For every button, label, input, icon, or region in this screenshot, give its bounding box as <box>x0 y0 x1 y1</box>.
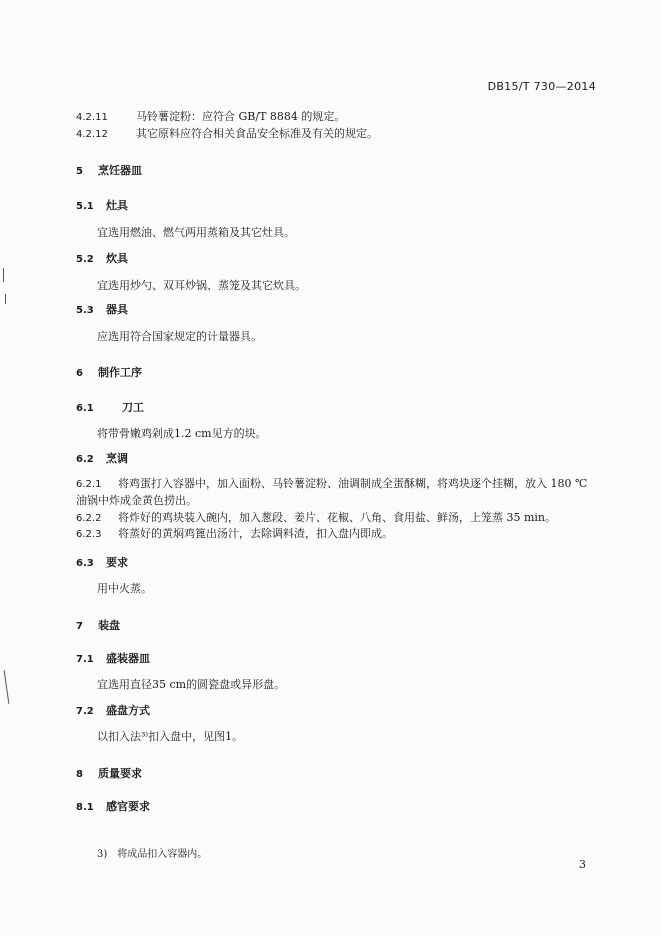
paragraph-text: 用中火蒸。 <box>97 582 152 595</box>
clause-6-2-2 <box>76 511 556 526</box>
clause-text: 其它原料应符合相关食品安全标准及有关的规定。 <box>136 127 378 140</box>
paragraph <box>97 330 262 344</box>
paragraph <box>97 427 267 441</box>
section-number: 5.1 <box>76 201 94 212</box>
section-title: 装盘 <box>98 619 120 632</box>
section-title: 质量要求 <box>98 767 142 780</box>
section-title: 感官要求 <box>106 800 150 813</box>
clause-6-2-3 <box>76 527 393 542</box>
section-number: 8.1 <box>76 802 94 813</box>
clause-number: 6.2.2 <box>76 513 102 524</box>
section-title: 烹调 <box>106 452 128 465</box>
section-number: 6 <box>76 368 83 379</box>
section-title: 盛盘方式 <box>106 704 150 717</box>
subsection-7-1-heading <box>76 652 150 667</box>
section-title: 器具 <box>106 303 128 316</box>
section-5-heading <box>76 164 142 179</box>
clause-6-2-1-continued <box>76 494 197 508</box>
clause-text: 将炸好的鸡块装入碗内，加入葱段、姜片、花椒、八角、食用盐、鲜汤，上笼蒸 35 min。 <box>118 511 557 524</box>
section-number: 6.2 <box>76 454 94 465</box>
subsection-5-3-heading <box>76 303 128 318</box>
section-number: 6.3 <box>76 558 94 569</box>
section-8-heading <box>76 767 142 782</box>
section-number: 7.1 <box>76 654 94 665</box>
paragraph-text: 将带骨嫩鸡剁成1.2 cm见方的块。 <box>97 427 267 440</box>
paragraph <box>97 279 306 293</box>
subsection-5-1-heading <box>76 199 128 214</box>
subsection-5-2-heading <box>76 252 128 267</box>
section-7-heading <box>76 619 120 634</box>
section-number: 7 <box>76 621 83 632</box>
section-6-heading <box>76 366 142 381</box>
paragraph-text: 应选用符合国家规定的计量器具。 <box>97 330 262 343</box>
clause-number: 6.2.3 <box>76 529 102 540</box>
subsection-6-3-heading <box>76 556 128 571</box>
clause-text: 油锅中炸成金黄色捞出。 <box>76 494 197 507</box>
clause-number: 4.2.12 <box>76 129 108 140</box>
section-title: 要求 <box>106 556 128 569</box>
paragraph <box>97 582 152 596</box>
document-code: DB15/T 730—2014 <box>487 80 596 93</box>
footnote: 3) 将成品扣入容器内。 <box>97 849 208 860</box>
section-number: 8 <box>76 769 83 780</box>
paragraph-text: 宜选用直径35 cm的圆瓷盘或异形盘。 <box>97 678 286 691</box>
section-number: 5.2 <box>76 254 94 265</box>
paragraph <box>97 678 285 692</box>
clause-text: 将蒸好的黄焖鸡篦出汤汁，去除调料渣，扣入盘内即成。 <box>118 527 393 540</box>
subsection-6-2-heading <box>76 452 128 467</box>
paragraph <box>97 730 243 744</box>
clause-6-2-1 <box>76 477 587 492</box>
paragraph <box>97 226 295 240</box>
clause-text: 马铃薯淀粉：应符合 GB/T 8884 的规定。 <box>136 110 346 123</box>
clause-text: 将鸡蛋打入容器中，加入面粉、马铃薯淀粉、油调制成全蛋酥糊，将鸡块逐个挂糊，放入 180 ℃ <box>118 477 588 490</box>
subsection-8-1-heading <box>76 800 150 815</box>
section-title: 灶具 <box>106 199 128 212</box>
section-number: 5 <box>76 166 83 177</box>
clause-number: 6.2.1 <box>76 479 102 490</box>
clause-number: 4.2.11 <box>76 112 108 123</box>
page-number: 3 <box>579 858 586 871</box>
paragraph-text: 宜选用炒勺、双耳炒锅、蒸笼及其它炊具。 <box>97 279 306 292</box>
scan-artifact <box>5 294 6 304</box>
scan-artifact <box>3 268 4 282</box>
section-title: 盛装器皿 <box>106 652 150 665</box>
section-title: 制作工序 <box>98 366 142 379</box>
section-title: 炊具 <box>106 252 128 265</box>
paragraph-text: 宜选用燃油、燃气两用蒸箱及其它灶具。 <box>97 226 295 239</box>
paragraph-text: 以扣入法³⁾扣入盘中，见图1。 <box>97 730 244 743</box>
section-number: 5.3 <box>76 305 94 316</box>
scan-artifact <box>4 670 10 704</box>
clause-4-2-12 <box>76 127 378 142</box>
section-number: 6.1 <box>76 403 94 414</box>
subsection-6-1-heading <box>76 401 144 416</box>
section-number: 7.2 <box>76 706 94 717</box>
section-title: 刀工 <box>122 401 144 414</box>
subsection-7-2-heading <box>76 704 150 719</box>
clause-4-2-11 <box>76 110 345 125</box>
section-title: 烹饪器皿 <box>98 164 142 177</box>
